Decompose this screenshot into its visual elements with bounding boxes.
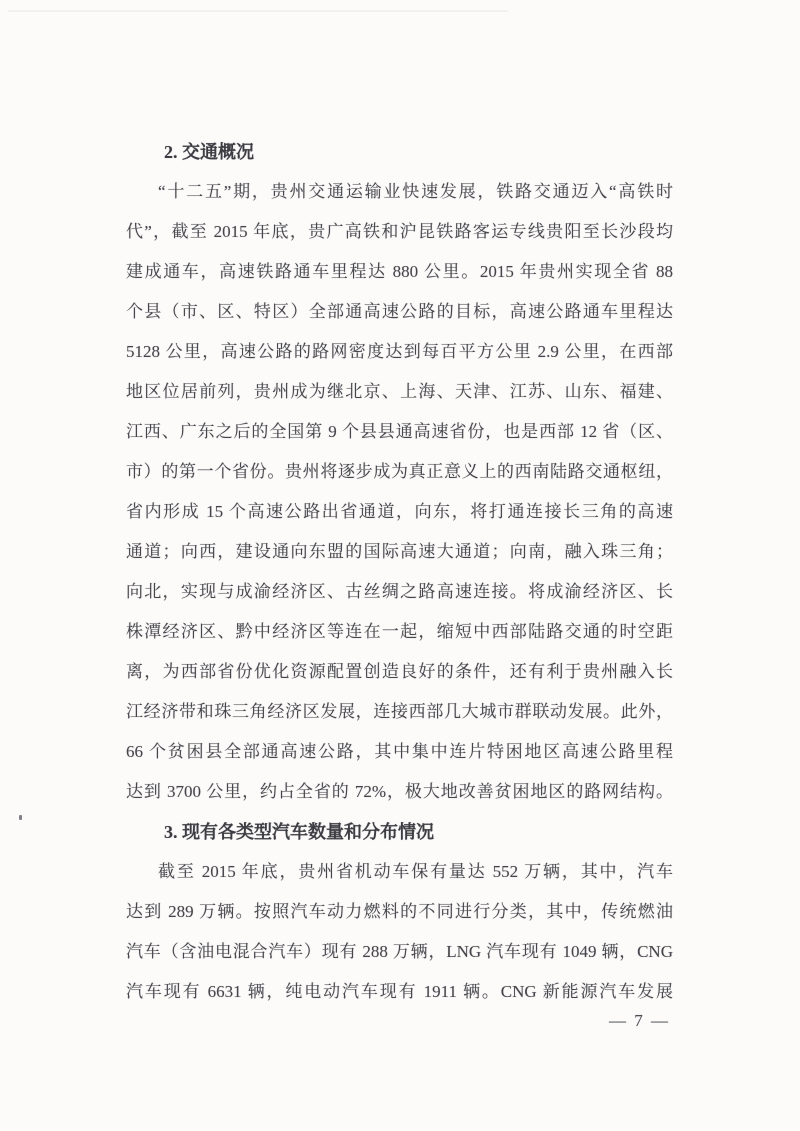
text-line: 省内形成 15 个高速公路出省通道，向东，将打通连接长三角的高速 [126, 502, 673, 521]
text-line: 建成通车，高速铁路通车里程达 880 公里。2015 年贵州实现全省 88 [126, 262, 673, 281]
text-line: “十二五”期，贵州交通运输业快速发展，铁路交通迈入“高铁时 [158, 182, 673, 201]
text-line: 达到 289 万辆。按照汽车动力燃料的不同进行分类，其中，传统燃油 [126, 902, 673, 921]
text-line: 汽车（含油电混合汽车）现有 288 万辆，LNG 汽车现有 1049 辆，CNG [126, 942, 673, 961]
text-line: 达到 3700 公里，约占全省的 72%，极大地改善贫困地区的路网结构。 [126, 782, 673, 801]
text-line: 通道；向西，建设通向东盟的国际高速大通道；向南，融入珠三角； [126, 542, 673, 561]
text-line: 代”，截至 2015 年底，贵广高铁和沪昆铁路客运专线贵阳至长沙段均 [126, 222, 673, 241]
text-line: 截至 2015 年底，贵州省机动车保有量达 552 万辆，其中，汽车 [158, 862, 673, 881]
text-line: 株潭经济区、黔中经济区等连在一起，缩短中西部陆路交通的时空距 [126, 622, 673, 641]
section-heading-traffic-overview: 2. 交通概况 [164, 142, 254, 162]
page-number: — 7 — [609, 1011, 670, 1030]
text-line: 市）的第一个省份。贵州将逐步成为真正意义上的西南陆路交通枢纽， [126, 462, 673, 481]
text-line: 地区位居前列，贵州成为继北京、上海、天津、江苏、山东、福建、 [126, 382, 673, 401]
text-line: 5128 公里，高速公路的路网密度达到每百平方公里 2.9 公里，在西部 [126, 342, 673, 361]
text-line: 江经济带和珠三角经济区发展，连接西部几大城市群联动发展。此外， [126, 702, 673, 721]
text-line: 66 个贫困县全部通高速公路，其中集中连片特困地区高速公路里程 [126, 742, 673, 761]
text-line: 向北，实现与成渝经济区、古丝绸之路高速连接。将成渝经济区、长 [126, 582, 673, 601]
text-line: 个县（市、区、特区）全部通高速公路的目标，高速公路通车里程达 [126, 302, 673, 321]
text-line: 离，为西部省份优化资源配置创造良好的条件，还有利于贵州融入长 [126, 662, 673, 681]
scan-speck-artifact [19, 815, 22, 820]
document-body [126, 132, 673, 1012]
text-line: 汽车现有 6631 辆，纯电动汽车现有 1911 辆。CNG 新能源汽车发展 [126, 982, 673, 1001]
scan-smudge-artifact [8, 10, 508, 12]
section-heading-vehicle-stats: 3. 现有各类型汽车数量和分布情况 [164, 822, 434, 842]
text-line: 江西、广东之后的全国第 9 个县县通高速省份，也是西部 12 省（区、 [126, 422, 673, 441]
